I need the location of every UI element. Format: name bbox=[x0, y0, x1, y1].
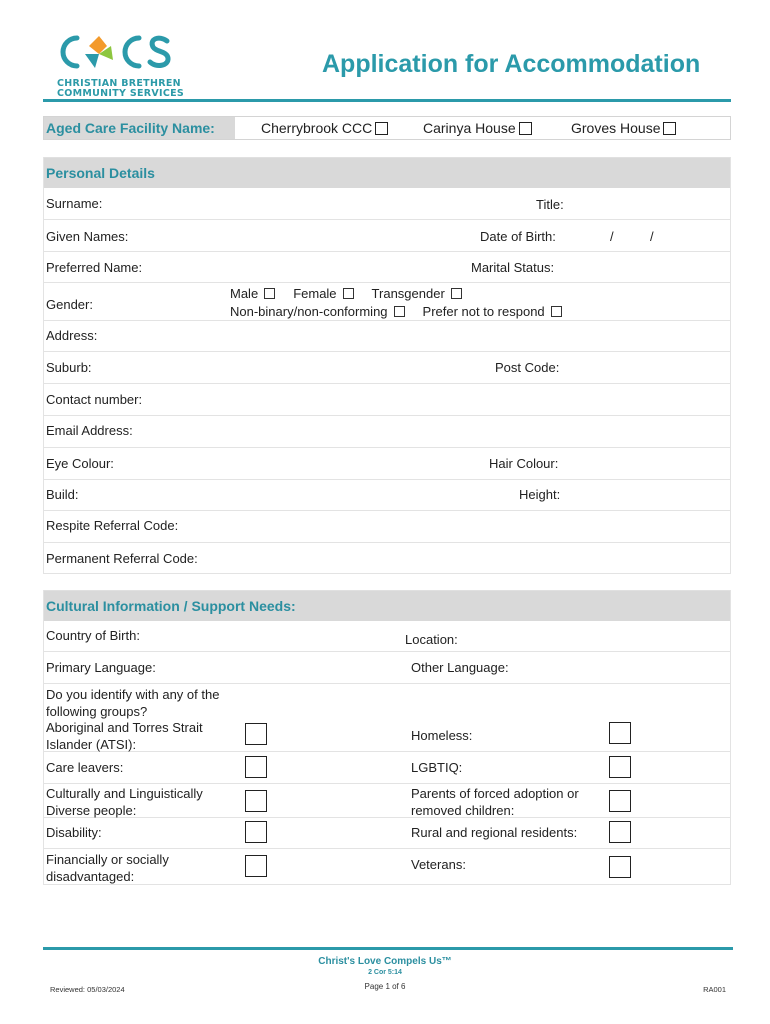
logo-line-2: COMMUNITY SERVICES bbox=[57, 88, 185, 99]
group-label-veterans: Veterans: bbox=[411, 857, 466, 872]
dob-separator: / bbox=[610, 229, 614, 244]
post-code-label: Post Code: bbox=[495, 360, 560, 375]
surname-label: Surname: bbox=[46, 196, 103, 211]
checkbox[interactable] bbox=[375, 122, 388, 135]
group-label-disability: Disability: bbox=[46, 825, 102, 840]
facility-option-label: Groves House bbox=[571, 120, 661, 136]
group-label-rural: Rural and regional residents: bbox=[411, 825, 578, 840]
group-row-disadvantaged bbox=[44, 849, 730, 885]
section-heading: Cultural Information / Support Needs: bbox=[44, 590, 730, 621]
dob-label: Date of Birth: bbox=[480, 229, 556, 244]
checkbox-forced-adoption[interactable] bbox=[609, 790, 631, 812]
group-label-line: Diverse people: bbox=[46, 803, 137, 818]
language-row[interactable] bbox=[44, 652, 730, 684]
email-row[interactable] bbox=[44, 416, 730, 448]
footer-motto: Christ's Love Compels Us™ bbox=[318, 956, 452, 967]
gender-option-label: Male bbox=[230, 286, 259, 301]
gender-option-label: Prefer not to respond bbox=[422, 304, 545, 319]
surname-row[interactable] bbox=[44, 188, 730, 220]
group-label-care-leavers: Care leavers: bbox=[46, 760, 124, 775]
checkbox[interactable] bbox=[343, 288, 354, 299]
gender-option-label: Female bbox=[293, 286, 337, 301]
facility-option-groves[interactable] bbox=[571, 120, 676, 136]
footer-divider bbox=[43, 947, 733, 950]
groups-table bbox=[43, 720, 731, 885]
group-label-lgbtiq: LGBTIQ: bbox=[411, 760, 463, 775]
facility-option-label: Carinya House bbox=[423, 120, 516, 136]
email-label: Email Address: bbox=[46, 423, 133, 438]
page-number: Page 1 of 6 bbox=[364, 982, 406, 991]
checkbox-homeless[interactable] bbox=[609, 722, 631, 744]
gender-option-transgender[interactable] bbox=[372, 286, 462, 301]
section-heading: Personal Details bbox=[44, 157, 730, 188]
group-label-atsi bbox=[46, 719, 203, 753]
checkbox-cald[interactable] bbox=[245, 790, 267, 812]
preferred-name-row[interactable] bbox=[44, 252, 730, 283]
gender-option-male[interactable] bbox=[230, 286, 275, 301]
group-label-line: disadvantaged: bbox=[46, 869, 135, 884]
permanent-code-label: Permanent Referral Code: bbox=[46, 551, 198, 566]
checkbox-lgbtiq[interactable] bbox=[609, 756, 631, 778]
gender-options-line-1 bbox=[230, 286, 480, 301]
primary-language-label: Primary Language: bbox=[46, 660, 156, 675]
contact-number-label: Contact number: bbox=[46, 392, 143, 407]
gender-option-female[interactable] bbox=[293, 286, 353, 301]
form-code: RA001 bbox=[703, 985, 726, 994]
checkbox-atsi[interactable] bbox=[245, 723, 267, 745]
personal-details-section bbox=[43, 157, 731, 574]
cbcs-logo-mark bbox=[55, 32, 185, 72]
group-label-cald bbox=[46, 785, 203, 819]
group-label-line: removed children: bbox=[411, 803, 515, 818]
reviewed-date: Reviewed: 05/03/2024 bbox=[50, 985, 125, 994]
group-row-cald bbox=[44, 784, 730, 818]
address-row[interactable] bbox=[44, 321, 730, 352]
gender-options-line-2 bbox=[230, 304, 580, 319]
eye-colour-row[interactable] bbox=[44, 448, 730, 480]
group-label-homeless: Homeless: bbox=[411, 728, 473, 743]
gender-label: Gender: bbox=[46, 297, 93, 312]
checkbox-care-leavers[interactable] bbox=[245, 756, 267, 778]
gender-option-label: Non-binary/non-conforming bbox=[230, 304, 388, 319]
facility-option-carinya[interactable] bbox=[423, 120, 532, 136]
checkbox-veterans[interactable] bbox=[609, 856, 631, 878]
contact-number-row[interactable] bbox=[44, 384, 730, 416]
preferred-name-label: Preferred Name: bbox=[46, 260, 143, 275]
build-label: Build: bbox=[46, 487, 79, 502]
other-language-label: Other Language: bbox=[411, 660, 509, 675]
height-label: Height: bbox=[519, 487, 561, 502]
identify-question-line-2: following groups? bbox=[46, 704, 148, 719]
dob-separator: / bbox=[650, 229, 654, 244]
group-row-disability bbox=[44, 818, 730, 849]
gender-option-nonbinary[interactable] bbox=[230, 304, 405, 319]
build-row[interactable] bbox=[44, 480, 730, 511]
group-label-line: Financially or socially bbox=[46, 852, 169, 867]
facility-row bbox=[43, 116, 731, 140]
suburb-row[interactable] bbox=[44, 352, 730, 384]
marital-status-label: Marital Status: bbox=[471, 260, 555, 275]
checkbox[interactable] bbox=[663, 122, 676, 135]
gender-row bbox=[44, 283, 730, 321]
logo-line-1: CHRISTIAN BRETHREN bbox=[57, 78, 181, 89]
country-of-birth-row[interactable] bbox=[44, 621, 730, 652]
cbcs-logo bbox=[55, 32, 195, 100]
group-label-line: Islander (ATSI): bbox=[46, 737, 137, 752]
checkbox-rural[interactable] bbox=[609, 821, 631, 843]
group-label-disadvantaged bbox=[46, 851, 169, 885]
hair-colour-label: Hair Colour: bbox=[489, 456, 559, 471]
address-label: Address: bbox=[46, 328, 98, 343]
identify-question bbox=[46, 686, 219, 720]
given-names-label: Given Names: bbox=[46, 229, 129, 244]
respite-code-row[interactable] bbox=[44, 511, 730, 543]
facility-option-cherrybrook[interactable] bbox=[261, 120, 388, 136]
group-label-line: Culturally and Linguistically bbox=[46, 786, 203, 801]
gender-option-prefer-not[interactable] bbox=[423, 304, 562, 319]
country-of-birth-label: Country of Birth: bbox=[46, 628, 140, 643]
group-row-care-leavers bbox=[44, 752, 730, 784]
gender-option-label: Transgender bbox=[371, 286, 445, 301]
respite-code-label: Respite Referral Code: bbox=[46, 518, 179, 533]
page-title: Application for Accommodation bbox=[322, 50, 701, 78]
checkbox[interactable] bbox=[264, 288, 275, 299]
checkbox[interactable] bbox=[451, 288, 462, 299]
suburb-label: Suburb: bbox=[46, 360, 92, 375]
location-label: Location: bbox=[405, 632, 458, 647]
checkbox-disability[interactable] bbox=[245, 821, 267, 843]
facility-label: Aged Care Facility Name: bbox=[44, 117, 235, 139]
eye-colour-label: Eye Colour: bbox=[46, 456, 114, 471]
title-divider bbox=[43, 99, 731, 102]
group-label-line: Parents of forced adoption or bbox=[411, 786, 579, 801]
given-names-row[interactable] bbox=[44, 220, 730, 252]
identify-question-line-1: Do you identify with any of the bbox=[46, 687, 220, 702]
checkbox[interactable] bbox=[394, 306, 405, 317]
permanent-code-row[interactable] bbox=[44, 543, 730, 574]
group-row-atsi bbox=[44, 720, 730, 752]
checkbox[interactable] bbox=[519, 122, 532, 135]
checkbox-disadvantaged[interactable] bbox=[245, 855, 267, 877]
footer-verse: 2 Cor 5:14 bbox=[368, 969, 402, 976]
title-label: Title: bbox=[536, 197, 564, 212]
group-label-forced-adoption bbox=[411, 785, 579, 819]
facility-option-label: Cherrybrook CCC bbox=[261, 120, 373, 136]
checkbox[interactable] bbox=[551, 306, 562, 317]
group-label-line: Aboriginal and Torres Strait bbox=[46, 720, 203, 735]
